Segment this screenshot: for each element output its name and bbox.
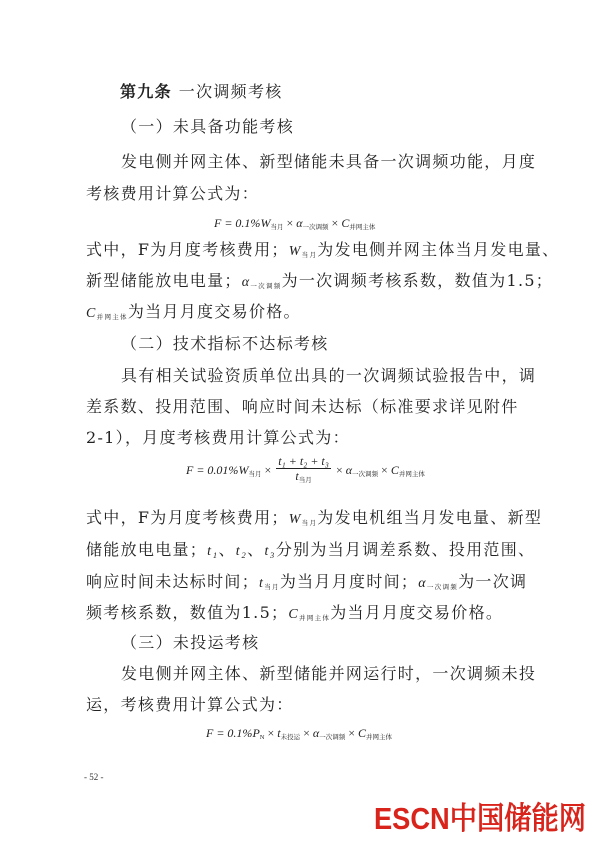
inline-var: t₂ <box>235 544 248 559</box>
inline-var: W <box>288 244 302 259</box>
explanation-line <box>86 240 559 266</box>
formula-var: t <box>295 469 299 483</box>
formula-var: t <box>277 726 281 740</box>
inline-var: C <box>86 306 97 321</box>
explanation-line <box>86 540 535 562</box>
formula-subscript: 并网主体 <box>398 470 425 478</box>
formula-operator: × <box>378 462 391 477</box>
formula-lhs: F = 0.1% <box>206 726 253 740</box>
section-2-paragraph-line: 差系数、投用范围、响应时间未达标（标准要求详见附件 <box>86 397 519 416</box>
formula-fraction <box>276 454 331 488</box>
explanation-text: 为当月月度时间； <box>279 572 419 591</box>
formula-var: C <box>357 726 366 740</box>
inline-var: C <box>288 607 299 622</box>
explanation-text: 为发电机组当月发电量、新型 <box>317 508 543 527</box>
inline-subscript: 并网主体 <box>299 615 331 622</box>
section-3-heading: （三）未投运考核 <box>121 633 260 652</box>
formula-subscript: 并网主体 <box>349 224 376 231</box>
inline-subscript: 一次调频 <box>426 584 459 591</box>
page-number: - 52 - <box>84 772 104 782</box>
formula-subscript: 一次调频 <box>352 470 379 478</box>
formula-3 <box>206 725 392 746</box>
inline-var: t₁ <box>207 544 219 559</box>
explanation-text: 新型储能放电电量； <box>86 271 242 290</box>
section-2-paragraph-line: 具有相关试验资质单位出具的一次调频试验报告中，调 <box>121 366 537 385</box>
explanation-line <box>86 271 553 297</box>
formula-2 <box>186 454 425 488</box>
formula-var: α <box>296 216 303 230</box>
formula-lhs: F = 0.1% <box>214 216 261 230</box>
section-2-paragraph-line: 2-1），月度考核费用计算公式为： <box>86 428 350 447</box>
formula-var: P <box>252 726 260 740</box>
explanation-text: 频考核系数，数值为1.5； <box>86 603 289 622</box>
inline-var: W <box>288 512 302 527</box>
formula-subscript: N <box>259 734 265 741</box>
formula-var: C <box>390 462 399 477</box>
explanation-text: 式中，F为月度考核费用； <box>86 240 289 259</box>
explanation-text: 为当月月度交易价格。 <box>330 603 504 622</box>
escn-logo-icon: ESCN中国储能网 <box>374 801 586 836</box>
formula-subscript: 当月 <box>248 470 262 478</box>
formula-subscript: 未投运 <box>280 734 301 741</box>
formula-var: α <box>345 462 353 477</box>
formula-var: W <box>260 216 271 230</box>
inline-subscript: 一次调频 <box>250 283 282 290</box>
formula-operator: × <box>300 726 313 740</box>
formula-var: α <box>312 726 320 740</box>
explanation-text: 响应时间未达标时间； <box>86 572 260 591</box>
section-2-heading: （二）技术指标不达标考核 <box>121 334 329 353</box>
formula-1 <box>214 215 375 236</box>
section-1-paragraph-line: 发电侧并网主体、新型储能未具备一次调频功能，月度 <box>121 152 537 171</box>
explanation-text: 分别为当月调差系数、投用范围、 <box>275 540 536 559</box>
section-1-heading: （一）未具备功能考核 <box>121 117 295 136</box>
formula-operator: × <box>332 462 346 477</box>
formula-var: W <box>238 462 249 477</box>
inline-subscript: 当月 <box>264 584 280 591</box>
article-title-text: 一次调频考核 <box>178 82 283 101</box>
formula-operator: × <box>328 216 342 230</box>
section-1-paragraph-line: 考核费用计算公式为： <box>86 184 260 203</box>
explanation-line <box>86 603 503 629</box>
inline-subscript: 当月 <box>301 252 318 259</box>
formula-operator: × <box>283 216 297 230</box>
explanation-text: 为一次调 <box>458 572 528 591</box>
formula-subscript: 当月 <box>270 224 284 231</box>
inline-var: α <box>418 576 427 591</box>
section-3-paragraph-line: 运，考核费用计算公式为： <box>86 695 294 714</box>
explanation-line <box>86 572 527 598</box>
escn-logo <box>374 797 588 837</box>
article-title <box>120 82 283 102</box>
fraction-numerator: t₁ + t₂ + t₃ <box>278 454 329 468</box>
inline-subscript: 并网主体 <box>96 314 128 321</box>
article-number: 第九条 <box>120 82 172 101</box>
inline-var: t <box>259 576 265 591</box>
explanation-text: 为发电侧并网主体当月发电量、 <box>317 240 560 259</box>
explanation-line <box>86 302 301 328</box>
formula-lhs: F = 0.01% <box>186 462 239 477</box>
explanation-line <box>86 508 542 534</box>
formula-var: C <box>341 216 350 230</box>
section-3-paragraph-line: 发电侧并网主体、新型储能并网运行时，一次调频未投 <box>121 664 537 683</box>
explanation-text: 、 <box>218 540 236 559</box>
explanation-text: 为一次调频考核系数，数值为1.5； <box>281 271 554 290</box>
explanation-text: 储能放电电量； <box>86 540 208 559</box>
formula-operator: × <box>264 726 278 740</box>
explanation-text: 式中，F为月度考核费用； <box>86 508 289 527</box>
inline-subscript: 当月 <box>301 520 318 527</box>
inline-var: t₃ <box>264 544 276 559</box>
formula-operator: × <box>345 726 358 740</box>
explanation-text: 为当月月度交易价格。 <box>127 302 301 321</box>
formula-operator: × <box>261 462 275 477</box>
formula-subscript: 并网主体 <box>366 734 392 741</box>
inline-var: α <box>241 275 251 290</box>
formula-subscript: 一次调频 <box>302 224 329 231</box>
formula-subscript: 当月 <box>298 477 312 484</box>
fraction-denominator <box>276 469 331 488</box>
formula-subscript: 一次调频 <box>319 734 346 741</box>
explanation-text: 、 <box>247 540 265 559</box>
